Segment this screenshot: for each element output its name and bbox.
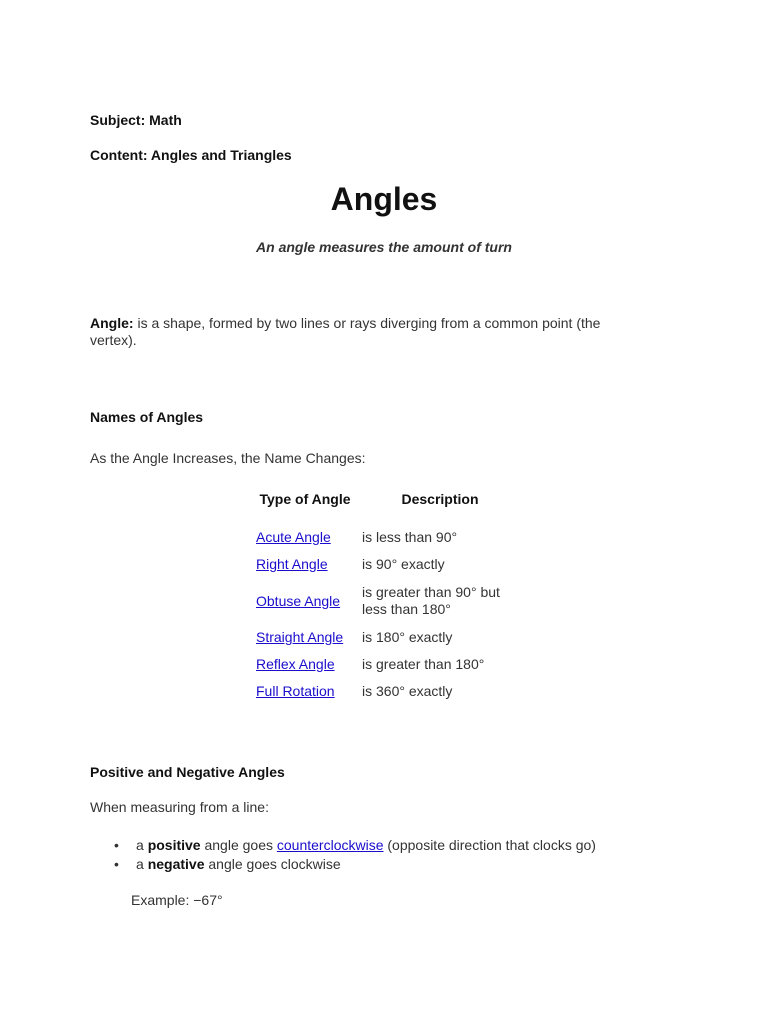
table-header-row	[252, 478, 522, 520]
angle-types-table	[252, 478, 522, 705]
table-cell-description: is greater than 90° but less than 180°	[362, 584, 500, 617]
table-cell-description: is 360° exactly	[362, 683, 453, 699]
table-row	[252, 678, 522, 705]
table-header-type: Type of Angle	[259, 490, 351, 507]
table-cell-description: is greater than 180°	[362, 656, 485, 672]
bullet-text: (opposite direction that clocks go)	[383, 837, 596, 853]
counterclockwise-link[interactable]: counterclockwise	[276, 837, 384, 853]
page-subtitle: An angle measures the amount of turn	[256, 239, 512, 255]
names-of-angles-heading: Names of Angles	[90, 409, 204, 425]
definition-text: is a shape, formed by two lines or rays diverging from a common point (the vertex).	[90, 315, 601, 348]
table-cell-description: is 180° exactly	[362, 629, 453, 645]
bullet-icon: •	[114, 856, 119, 872]
bullet-bold: positive	[147, 837, 201, 853]
table-header-description: Description	[401, 490, 479, 507]
content-line: Content: Angles and Triangles	[90, 147, 292, 163]
bullet-text: a	[136, 856, 148, 872]
page-title: Angles	[330, 181, 438, 217]
posneg-intro: When measuring from a line:	[90, 799, 269, 815]
bullet-text: a	[136, 837, 148, 853]
angle-definition	[90, 315, 650, 349]
bullet-bold: negative	[147, 856, 205, 872]
straight-angle-link[interactable]: Straight Angle	[256, 629, 344, 645]
reflex-angle-link[interactable]: Reflex Angle	[256, 656, 335, 672]
positive-negative-heading: Positive and Negative Angles	[90, 764, 285, 780]
direction-bullet-list	[90, 836, 596, 874]
full-rotation-link[interactable]: Full Rotation	[256, 683, 335, 699]
bullet-text: angle goes clockwise	[204, 856, 341, 872]
bullet-icon: •	[114, 837, 119, 853]
subject-line: Subject: Math	[90, 112, 182, 128]
table-cell-description: is less than 90°	[362, 529, 458, 545]
table-row	[252, 624, 522, 651]
table-row	[252, 651, 522, 678]
table-row	[252, 551, 522, 578]
acute-angle-link[interactable]: Acute Angle	[256, 529, 331, 545]
bullet-text: angle goes	[200, 837, 277, 853]
example-text: Example: −67°	[131, 892, 223, 908]
right-angle-link[interactable]: Right Angle	[256, 556, 328, 572]
table-row	[252, 520, 522, 551]
names-intro: As the Angle Increases, the Name Changes:	[90, 450, 366, 466]
obtuse-angle-link[interactable]: Obtuse Angle	[256, 592, 341, 609]
list-item	[90, 836, 596, 855]
table-cell-description: is 90° exactly	[362, 556, 445, 572]
list-item	[90, 855, 596, 874]
definition-term: Angle:	[90, 315, 134, 331]
table-row	[252, 578, 522, 624]
